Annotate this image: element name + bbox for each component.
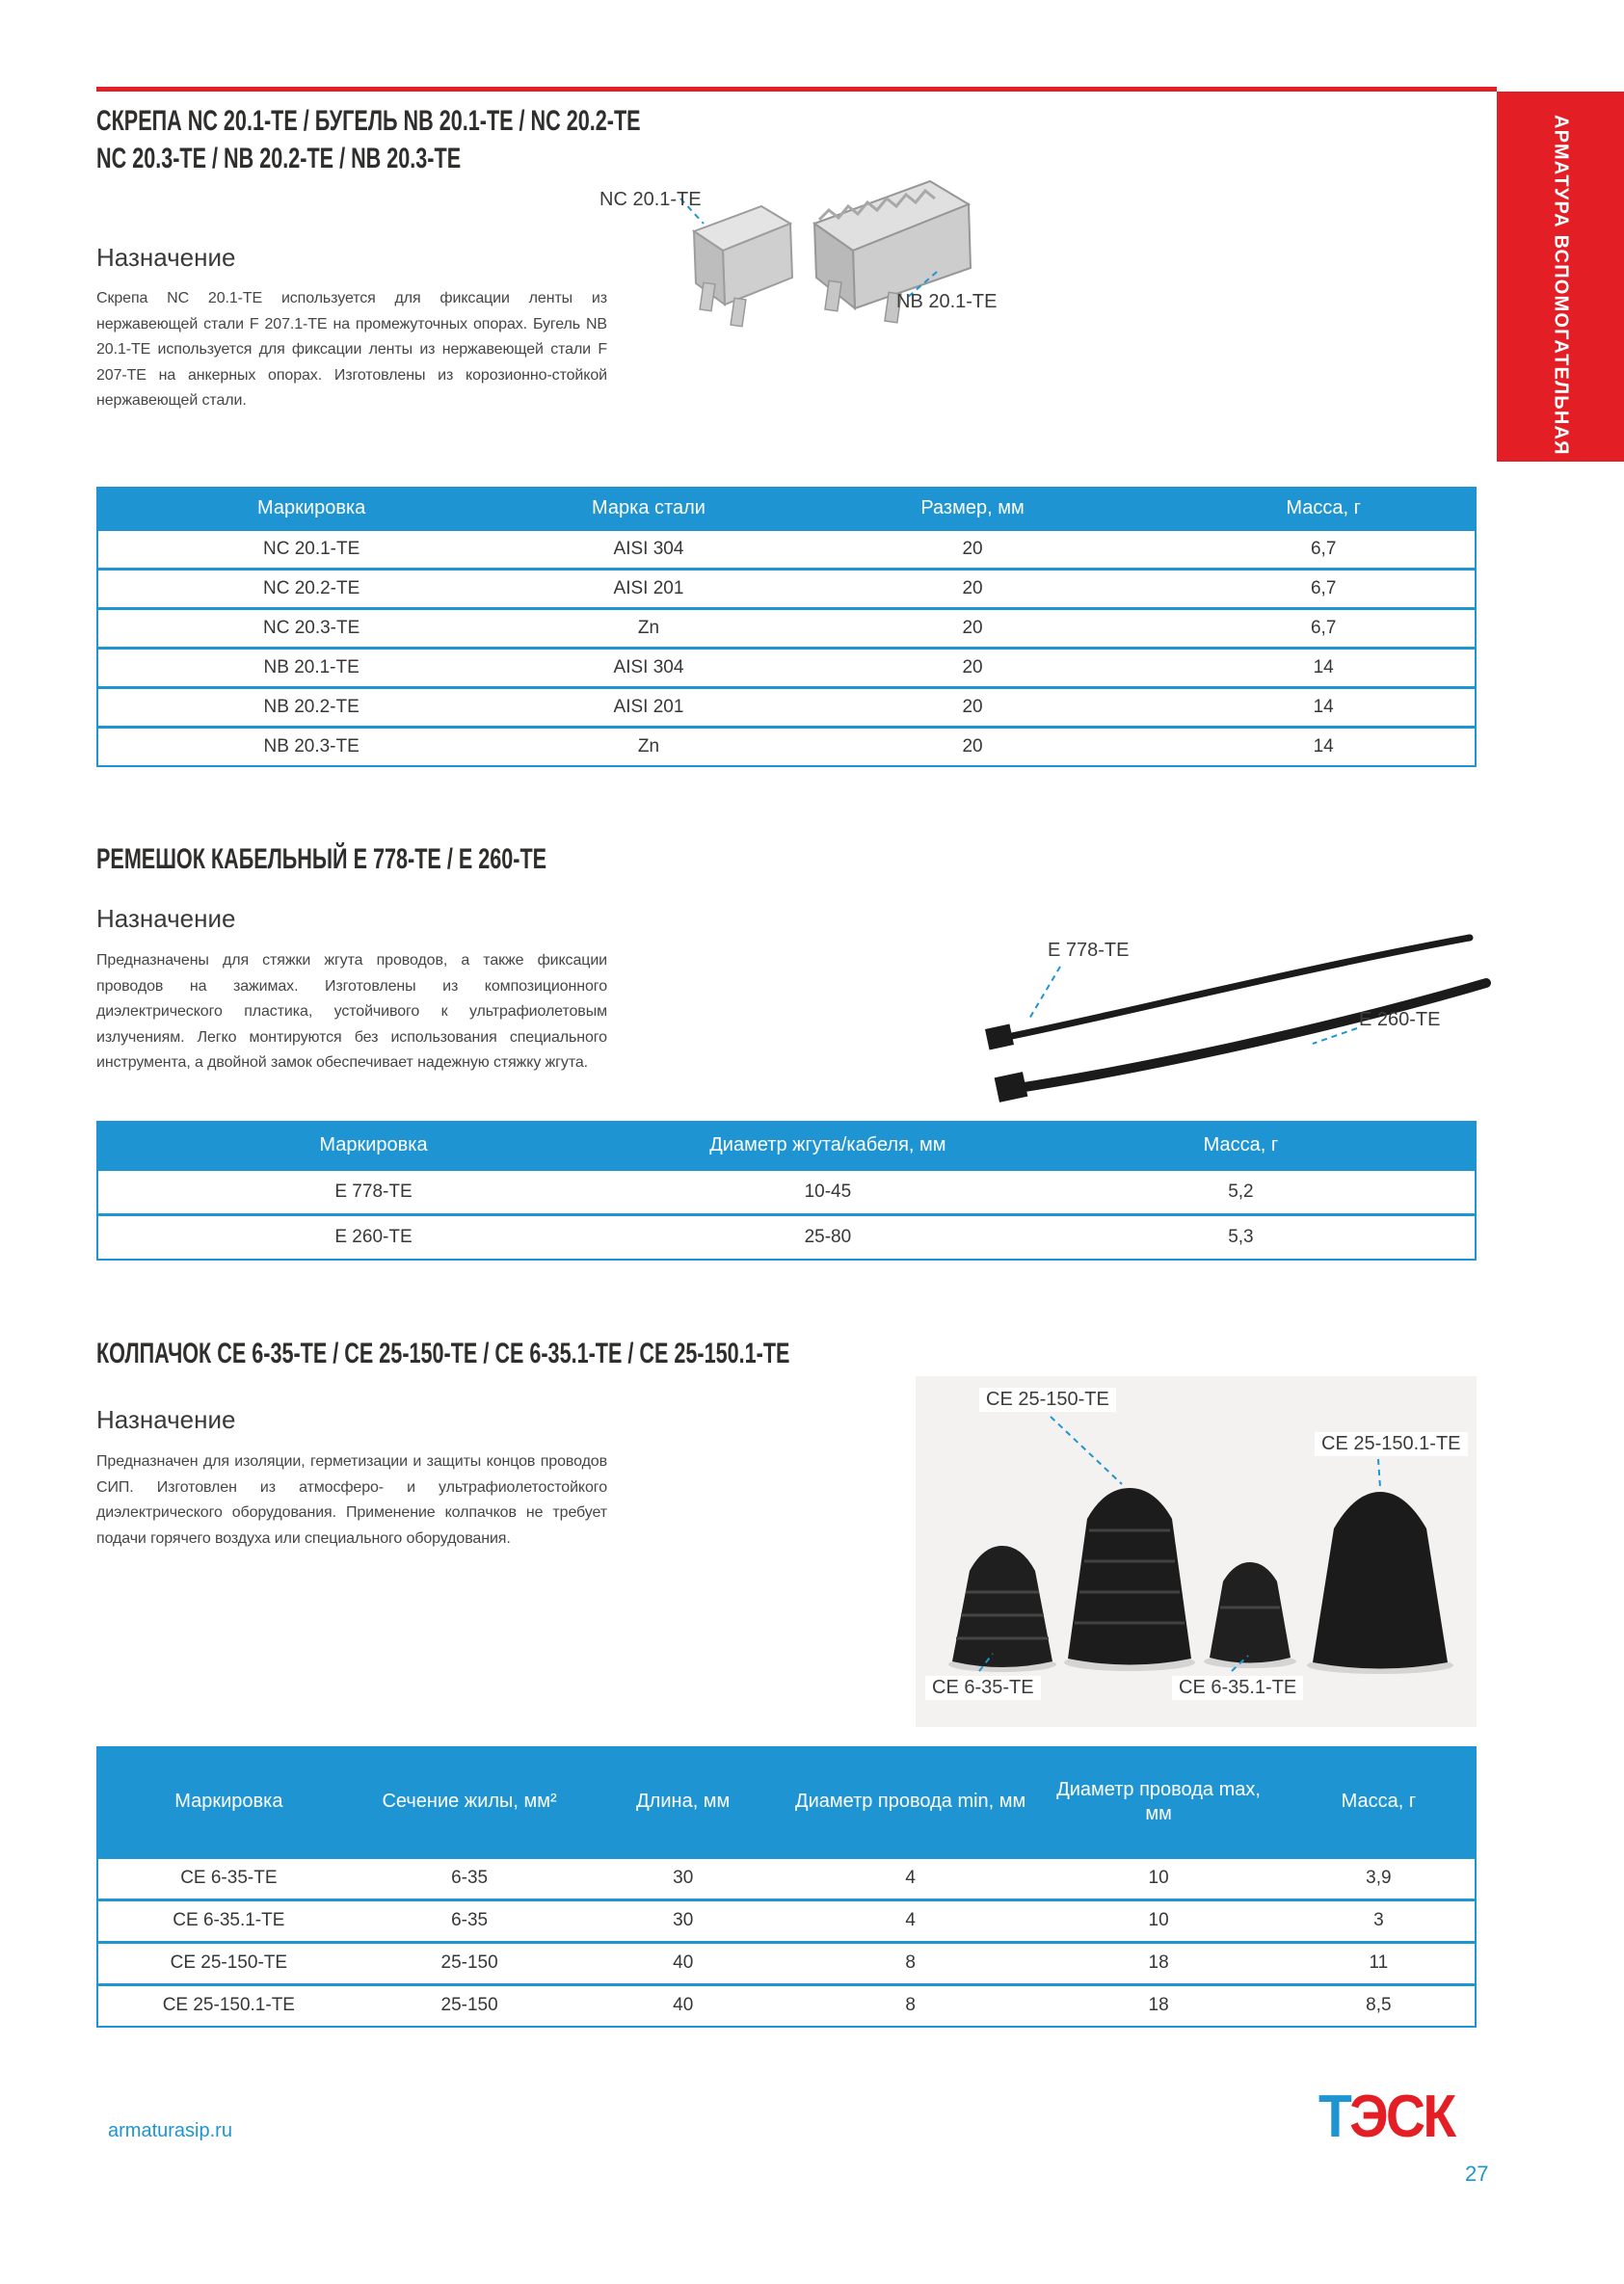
page-number: 27 xyxy=(1465,2162,1489,2186)
table-cell: 18 xyxy=(1034,1984,1282,2027)
table-cell: AISI 304 xyxy=(524,648,772,687)
table-cell: 20 xyxy=(773,727,1173,766)
table-cell: СЕ 6-35.1-ТЕ xyxy=(97,1899,359,1942)
table-cell: 40 xyxy=(579,1942,786,1984)
table-header-cell: Размер, мм xyxy=(773,488,1173,529)
table-cell: 14 xyxy=(1172,727,1476,766)
section3-title: КОЛПАЧОК СЕ 6-35-ТЕ / СЕ 25-150-ТЕ / СЕ 6-35.1-ТЕ / СЕ 25-150.1-ТЕ xyxy=(96,1338,790,1369)
table-cell: 20 xyxy=(773,608,1173,648)
figure-label-ce635: СЕ 6-35-ТЕ xyxy=(925,1676,1041,1700)
table-header-cell: Масса, г xyxy=(1283,1747,1476,1857)
section2-description: Предназначены для стяжки жгута проводов, а также фиксации проводов на зажимах. Изготовлены из композиционного диэлектрического пластика, устойчивого к ультрафиолетовым излучениям. Легко монтируются без использования специального инструмента, а двойной замок обеспечивает надежную стяжку жгута. xyxy=(96,952,607,1071)
table-cell: NC 20.2-ТЕ xyxy=(97,569,524,608)
table-row xyxy=(97,608,1476,648)
cable-tie-e260-image xyxy=(995,983,1486,1102)
table-header-cell: Маркировка xyxy=(97,488,524,529)
table-row xyxy=(97,727,1476,766)
section1-title xyxy=(96,102,641,177)
table-header-cell: Диаметр провода max, мм xyxy=(1034,1747,1282,1857)
table-row xyxy=(97,648,1476,687)
table-row xyxy=(97,687,1476,727)
table-cell: NB 20.2-ТЕ xyxy=(97,687,524,727)
section1-title-line2: NC 20.3-ТЕ / NB 20.2-ТЕ / NB 20.3-ТЕ xyxy=(96,143,462,174)
figure-label-nc: NC 20.1-TE xyxy=(599,189,702,210)
table-header-cell: Диаметр провода min, мм xyxy=(786,1747,1034,1857)
table-cell: 20 xyxy=(773,648,1173,687)
table-header-cell: Маркировка xyxy=(97,1747,359,1857)
table-cell: СЕ 25-150-ТЕ xyxy=(97,1942,359,1984)
table-cell: 6-35 xyxy=(359,1857,580,1899)
table-cell: 40 xyxy=(579,1984,786,2027)
section1-title-line1: СКРЕПА NC 20.1-ТЕ / БУГЕЛЬ NB 20.1-ТЕ / NC 20.2-ТЕ xyxy=(96,105,641,137)
figure-label-e260: Е 260-ТЕ xyxy=(1359,1009,1441,1030)
figure-label-ce25150-1: СЕ 25-150.1-ТЕ xyxy=(1315,1432,1468,1456)
table-cell: 6-35 xyxy=(359,1899,580,1942)
table-row xyxy=(97,569,1476,608)
table-cell: Zn xyxy=(524,727,772,766)
table-row xyxy=(97,1942,1476,1984)
table-cell: Zn xyxy=(524,608,772,648)
table-cell: 10 xyxy=(1034,1857,1282,1899)
table-header-cell: Марка стали xyxy=(524,488,772,529)
table-header-cell: Маркировка xyxy=(97,1122,649,1169)
cable-ties-spec-table xyxy=(96,1121,1477,1261)
table-cell: 3 xyxy=(1283,1899,1476,1942)
table-cell: 8 xyxy=(786,1984,1034,2027)
tesk-logo xyxy=(1318,2084,1454,2150)
figure-label-nb: NB 20.1-TE xyxy=(896,291,998,312)
table-cell: 20 xyxy=(773,687,1173,727)
table-cell: NC 20.1-ТЕ xyxy=(97,529,524,569)
table-cell: AISI 201 xyxy=(524,569,772,608)
figure-label-e778: Е 778-ТЕ xyxy=(1048,940,1130,961)
table-cell: AISI 304 xyxy=(524,529,772,569)
clamp-nc-image xyxy=(694,206,792,327)
chapter-tab xyxy=(1497,92,1624,462)
table-cell: 8 xyxy=(786,1942,1034,1984)
logo-red-part: ЭСК xyxy=(1349,2084,1454,2150)
section1-description: Скрепа NC 20.1-ТЕ используется для фиксации ленты из нержавеющей стали F 207.1-ТЕ на промежуточных опорах. Бугель NB 20.1-ТЕ используется для фиксации ленты из нержавеющей стали F 207-ТЕ на анкерных опорах. Изготовлены из корозионно-стойкой нержавеющей стали. xyxy=(96,290,607,409)
table-cell: 25-80 xyxy=(649,1214,1007,1260)
table-row xyxy=(97,1857,1476,1899)
table-header-cell: Длина, мм xyxy=(579,1747,786,1857)
section3-subtitle: Назначение xyxy=(96,1405,236,1434)
table-cell: 20 xyxy=(773,569,1173,608)
table-row xyxy=(97,529,1476,569)
leader-line-e778 xyxy=(1029,967,1060,1019)
table-cell: 6,7 xyxy=(1172,608,1476,648)
table-cell: 8,5 xyxy=(1283,1984,1476,2027)
table-row xyxy=(97,1899,1476,1942)
table-cell: 5,3 xyxy=(1007,1214,1476,1260)
table-row xyxy=(97,1984,1476,2027)
table-cell: 14 xyxy=(1172,687,1476,727)
table-cell: NC 20.3-ТЕ xyxy=(97,608,524,648)
table-cell: 10 xyxy=(1034,1899,1282,1942)
table-cell: NB 20.3-ТЕ xyxy=(97,727,524,766)
top-divider xyxy=(96,87,1497,92)
section3-description: Предназначен для изоляции, герметизации и защиты концов проводов СИП. Изготовлен из атмосферо- и ультрафиолетостойкого диэлектрического оборудования. Применение колпачков не требует подачи горячего воздуха или специального оборудования. xyxy=(96,1453,607,1547)
table-cell: СЕ 6-35-ТЕ xyxy=(97,1857,359,1899)
table-cell: NB 20.1-ТЕ xyxy=(97,648,524,687)
figure-label-ce635-1: СЕ 6-35.1-ТЕ xyxy=(1172,1676,1303,1700)
table-cell: 4 xyxy=(786,1899,1034,1942)
table-header-cell: Масса, г xyxy=(1007,1122,1476,1169)
table-cell: 25-150 xyxy=(359,1984,580,2027)
table-header-row xyxy=(97,1747,1476,1857)
table-cell: 3,9 xyxy=(1283,1857,1476,1899)
table-cell: 10-45 xyxy=(649,1169,1007,1214)
end-caps-spec-table xyxy=(96,1746,1477,2028)
table-cell: 11 xyxy=(1283,1942,1476,1984)
chapter-tab-label: АРМАТУРА ВСПОМОГАТЕЛЬНАЯ xyxy=(1550,115,1572,456)
table-cell: 6,7 xyxy=(1172,569,1476,608)
table-header-row xyxy=(97,488,1476,529)
figure-label-ce25150: СЕ 25-150-ТЕ xyxy=(979,1388,1116,1412)
table-cell: Е 260-ТЕ xyxy=(97,1214,649,1260)
table-cell: 4 xyxy=(786,1857,1034,1899)
table-cell: 25-150 xyxy=(359,1942,580,1984)
table-header-cell: Диаметр жгута/кабеля, мм xyxy=(649,1122,1007,1169)
clamps-spec-table xyxy=(96,487,1477,767)
site-link[interactable]: armaturasip.ru xyxy=(108,2120,232,2141)
table-cell: 14 xyxy=(1172,648,1476,687)
table-row xyxy=(97,1169,1476,1214)
table-cell: 30 xyxy=(579,1899,786,1942)
section1-subtitle: Назначение xyxy=(96,243,236,272)
table-cell: 6,7 xyxy=(1172,529,1476,569)
table-cell: AISI 201 xyxy=(524,687,772,727)
table-cell: 5,2 xyxy=(1007,1169,1476,1214)
end-caps-photo xyxy=(916,1376,1477,1727)
table-header-cell: Сечение жилы, мм² xyxy=(359,1747,580,1857)
table-header-row xyxy=(97,1122,1476,1169)
section2-subtitle: Назначение xyxy=(96,904,236,933)
table-cell: СЕ 25-150.1-ТЕ xyxy=(97,1984,359,2027)
section2-title: РЕМЕШОК КАБЕЛЬНЫЙ Е 778-ТЕ / Е 260-ТЕ xyxy=(96,843,547,875)
table-cell: 18 xyxy=(1034,1942,1282,1984)
table-cell: 30 xyxy=(579,1857,786,1899)
table-cell: Е 778-ТЕ xyxy=(97,1169,649,1214)
table-row xyxy=(97,1214,1476,1260)
table-cell: 20 xyxy=(773,529,1173,569)
logo-blue-part: Т xyxy=(1318,2084,1350,2150)
table-header-cell: Масса, г xyxy=(1172,488,1476,529)
